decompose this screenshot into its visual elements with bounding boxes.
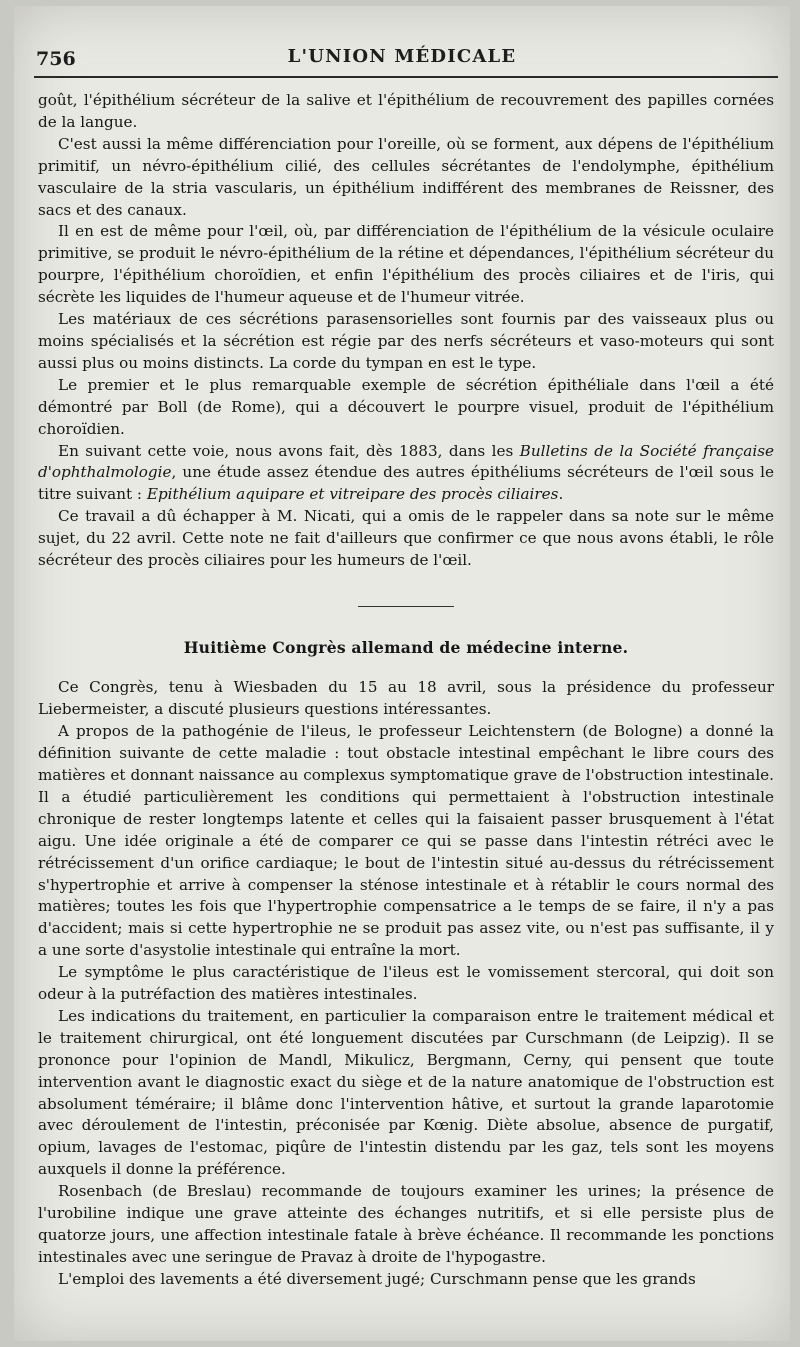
text-run: En suivant cette voie, nous avons fait, dès 1883, dans les xyxy=(58,441,520,460)
paragraph: Le premier et le plus remarquable exemple de sécrétion épithéliale dans l'œil a été démontré par Boll (de Rome), qui a découvert le pourpre visuel, produit de l'épithélium choroïdien. xyxy=(38,375,774,438)
paragraph: Le symptôme le plus caractéristique de l'ileus est le vomissement stercoral, qui doit son odeur à la putréfaction des matières intestinales. xyxy=(38,963,774,1004)
header-rule xyxy=(34,76,778,78)
paragraph: L'emploi des lavements a été diversement jugé; Curschmann pense que les grands xyxy=(58,1269,696,1288)
paragraph: Ce Congrès, tenu à Wiesbaden du 15 au 18 avril, sous la présidence du professeur Liebermeister, a discuté plusieurs questions intéressantes. xyxy=(38,678,774,719)
journal-title: Bulletins de la Société française d'ophthalmologie xyxy=(38,441,774,482)
running-title: L'UNION MÉDICALE xyxy=(287,46,517,67)
paragraph: Ce travail a dû échapper à M. Nicati, qui a omis de le rappeler dans sa note sur le même sujet, du 22 avril. Cette note ne fait d'ailleurs que confirmer ce que nous avons établi, le rôle sécréteur des procès ciliaires pour les humeurs de l'œil. xyxy=(38,507,774,570)
document-page xyxy=(14,6,790,1341)
article-body xyxy=(38,90,774,1291)
paragraph: C'est aussi la même différenciation pour l'oreille, où se forment, aux dépens de l'épithélium primitif, un névro-épithélium cilié, des cellules sécrétantes de l'endolymphe, épithélium vasculaire de la stria vascularis, un épithélium indifférent des membranes de Reissner, des sacs et des canaux. xyxy=(38,134,774,219)
paragraph: A propos de la pathogénie de l'ileus, le professeur Leichtenstern (de Bologne) a donné la définition suivante de cette maladie : tout obstacle intestinal empêchant le libre cours des matières et donnant naissance au complexus symptomatique grave de l'obstruction intestinale. Il a étudié particulièrement les conditions qui permettaient à l'obstruction intestinale chronique de rester longtemps latente et celles qui la faisaient passer brusquement à l'état aigu. Une idée originale a été de comparer ce qui se passe dans l'intestin rétréci avec le rétrécissement d'un orifice cardiaque; le bout de l'intestin situé au-dessus du rétrécissement s'hypertrophie et arrive à compenser la sténose intestinale et à rétablir le cours normal des matières; toutes les fois que l'hypertrophie compensatrice a le temps de se faire, il n'y a pas d'accident; mais si cette hypertrophie ne se produit pas assez vite, ou n'est pas suffisante, il y a une sorte d'asystolie intestinale qui entraîne la mort. xyxy=(38,722,774,960)
section-separator xyxy=(358,606,454,608)
paragraph: Rosenbach (de Breslau) recommande de toujours examiner les urines; la présence de l'urobiline indique une grave atteinte des échanges nutritifs, et si elle persiste plus de quatorze jours, une affection intestinale fatale à brève échéance. Il recommande les ponctions intestinales avec une seringue de Pravaz à droite de l'hypogastre. xyxy=(38,1182,774,1266)
work-title: Epithélium aquipare et vitreipare des procès ciliaires xyxy=(146,485,559,504)
text-run: , une étude assez étendue des autres épithéliums sécréteurs de l'œil sous le titre suivant : xyxy=(38,463,774,504)
paragraph: Il en est de même pour l'œil, où, par différenciation de l'épithélium de la vésicule oculaire primitive, se produit le névro-épithélium de la rétine et dépendances, l'épithélium sécréteur du pourpre, l'épithélium choroïdien, et enfin l'épithélium des procès ciliaires et de l'iris, qui sécrète les liquides de l'humeur aqueuse et de l'humeur vitrée. xyxy=(38,222,774,307)
paragraph: Les matériaux de ces sécrétions parasensorielles sont fournis par des vaisseaux plus ou moins spécialisés et la sécrétion est régie par des nerfs sécréteurs et vaso-moteurs qui sont aussi plus ou moins distincts. La corde du tympan en est le type. xyxy=(38,310,774,372)
paragraph: goût, l'épithélium sécréteur de la salive et l'épithélium de recouvrement des papilles cornées de la langue. xyxy=(38,91,774,131)
paragraph: Les indications du traitement, en particulier la comparaison entre le traitement médical et le traitement chirurgical, ont été longuement discutées par Curschmann (de Leipzig). Il se prononce pour l'opinion de Mandl, Mikulicz, Bergmann, Cerny, qui pensent que toute intervention avant le diagnostic exact du siège et de la nature anatomique de l'obstruction est absolument téméraire; il blâme donc l'intervention hâtive, et surtout la grande laparotomie avec déroulement de l'intestin, préconisée par Kœnig. Diète absolue, absence de purgatif, opium, lavages de l'estomac, piqûre de l'intestin distendu par les gaz, tels sont les moyens auxquels il donne la préférence. xyxy=(38,1006,774,1179)
page-number: 756 xyxy=(36,48,76,70)
section-title: Huitième Congrès allemand de médecine interne. xyxy=(183,638,629,658)
paragraph-bulletins xyxy=(38,441,774,507)
text-run: . xyxy=(558,485,564,504)
